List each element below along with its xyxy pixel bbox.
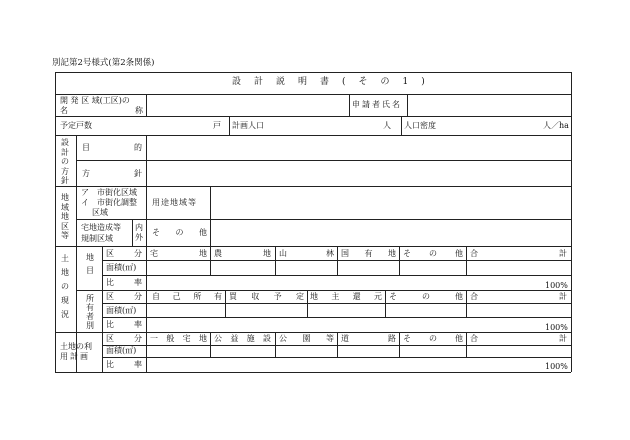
ownership-kubun-label: 区 分 [106, 292, 142, 301]
zone-urbanization-control-2: 区域 [92, 208, 108, 217]
design-policy-heading: 設計の方針 [61, 138, 69, 185]
purpose-label: 目 的 [82, 143, 142, 152]
plan-header-total: 合 計 [470, 334, 567, 343]
population-density-label: 人口密度 [404, 121, 436, 130]
chimoku-header-farmland: 農 地 [214, 249, 271, 258]
chimoku-kubun-label: 区 分 [106, 249, 142, 258]
ownership-header-self-owned: 自 己 所 有 [152, 292, 222, 301]
dev-area-name-field[interactable] [148, 96, 347, 114]
households-unit: 戸 [213, 121, 221, 130]
plan-header-general-residential: 一 般 宅 地 [150, 334, 207, 343]
zoning-other-field[interactable] [212, 221, 569, 245]
plan-ratio-label: 比 率 [106, 360, 142, 369]
plan-header-public-facility: 公 益 施 設 [214, 334, 271, 343]
applicant-label: 申請者氏名 [352, 100, 402, 109]
chimoku-header-state-land: 国 有 地 [341, 249, 396, 258]
plan-area-label: 面積(㎡) [106, 346, 137, 355]
chimoku-ratio-label: 比 率 [106, 278, 142, 287]
land-use-plan-label-2: 用計画 [60, 352, 90, 361]
ownership-header-total: 合 計 [470, 292, 567, 301]
planned-population-field[interactable] [270, 118, 380, 133]
plan-total-percent: 100% [545, 362, 568, 371]
ownership-area-label: 面積(㎡) [106, 306, 137, 315]
document-title: 設計説明書(その1) [232, 77, 438, 87]
chimoku-area-label: 面積(㎡) [106, 263, 137, 272]
chimoku-header-total: 合 計 [470, 249, 567, 258]
ownership-total-percent: 100% [545, 323, 568, 332]
population-density-field[interactable] [440, 118, 540, 133]
dev-area-label-line2: 名 [60, 106, 68, 115]
residential-reg-zone-1: 宅地造成等 [81, 223, 121, 232]
zoning-other-label: そ の 他 [152, 228, 207, 237]
density-unit: 人／ha [543, 121, 569, 130]
plan-kubun-label: 区 分 [106, 334, 142, 343]
plan-header-roads: 道 路 [341, 334, 396, 343]
inside-outside-label: 内外 [135, 223, 143, 242]
chimoku-heading: 地目 [86, 253, 94, 275]
zone-urbanization: ア 市街化区域 [81, 188, 137, 197]
ownership-ratio-label: 比 率 [106, 320, 142, 329]
population-unit: 人 [383, 121, 391, 130]
form-number-note: 別記第2号様式(第2条関係) [52, 58, 155, 68]
purpose-field[interactable] [148, 137, 569, 159]
residential-reg-zone-2: 規制区域 [81, 234, 113, 243]
ownership-header-landowner-return: 地 主 還 元 [310, 292, 382, 301]
dev-area-label-line1: 開 発 区 域(工区)の [60, 96, 130, 105]
land-use-plan-label-1: 土地の利 [60, 342, 92, 351]
policy-field[interactable] [148, 162, 569, 185]
chimoku-total-percent: 100% [545, 281, 568, 290]
planned-population-label: 計画人口 [232, 121, 264, 130]
ownership-heading: 所有者別 [86, 294, 94, 330]
use-zone-label: 用途地域等 [152, 198, 197, 207]
applicant-name-field[interactable] [409, 96, 569, 114]
chimoku-header-other: そ の 他 [403, 249, 463, 258]
planned-households-label: 予定戸数 [60, 121, 92, 130]
use-zone-field[interactable] [212, 188, 569, 218]
zoning-heading: 地域地区等 [61, 193, 69, 240]
policy-label: 方 針 [82, 169, 142, 178]
plan-header-other: そ の 他 [403, 334, 463, 343]
chimoku-header-forest: 山 林 [279, 249, 334, 258]
ownership-header-planned-purchase: 買 収 予 定 [229, 292, 304, 301]
land-status-heading: 土地の現況 [61, 254, 69, 319]
dev-area-label-line2b: 称 [135, 106, 143, 115]
ownership-header-other: そ の 他 [389, 292, 463, 301]
plan-header-parks: 公 園 等 [279, 334, 334, 343]
planned-households-field[interactable] [100, 118, 210, 133]
zone-urbanization-control: イ 市街化調整 [81, 198, 137, 207]
chimoku-header-residential: 宅 地 [150, 249, 207, 258]
